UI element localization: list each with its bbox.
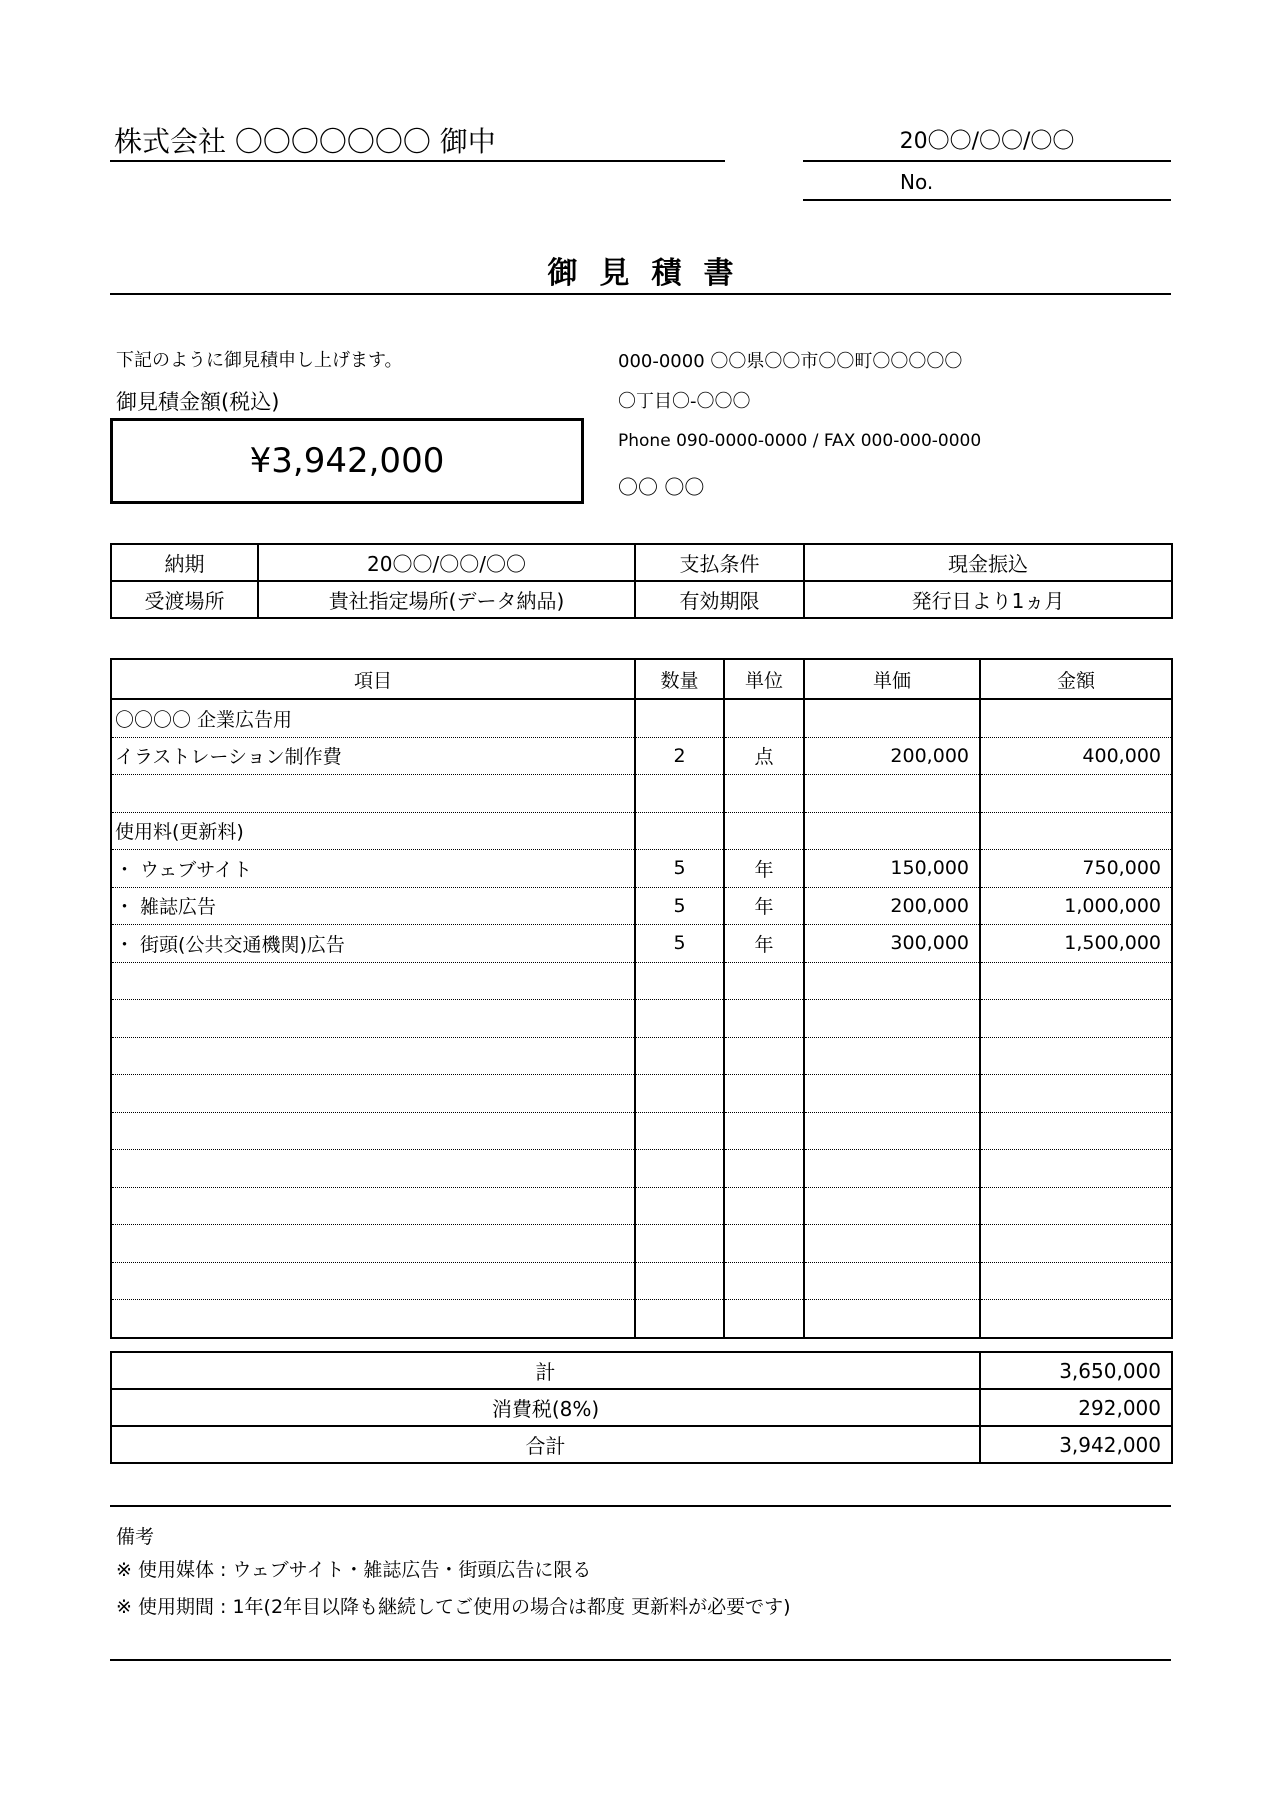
tax-row bbox=[111, 1389, 1172, 1426]
item-unit: 年 bbox=[724, 925, 804, 963]
item-unit: 年 bbox=[724, 887, 804, 925]
table-row bbox=[111, 1150, 1172, 1188]
item-amount bbox=[980, 1075, 1172, 1113]
issuer-address-line2: 〇丁目〇-〇〇〇 bbox=[618, 391, 751, 412]
issuer-person: 〇〇 〇〇 bbox=[618, 475, 705, 499]
item-name: ・ 街頭(公共交通機関)広告 bbox=[111, 925, 635, 963]
table-row bbox=[111, 775, 1172, 813]
header-unit-price: 単価 bbox=[804, 659, 980, 699]
client-name: 株式会社 〇〇〇〇〇〇〇 御中 bbox=[114, 125, 496, 158]
amount-value: ¥3,942,000 bbox=[249, 441, 445, 481]
note-line-2: ※ 使用期間 : 1年(2年目以降も継続してご使用の場合は都度 更新料が必要です) bbox=[116, 1596, 791, 1618]
table-row bbox=[111, 887, 1172, 925]
table-row bbox=[111, 925, 1172, 963]
item-amount bbox=[980, 1187, 1172, 1225]
header-amount: 金額 bbox=[980, 659, 1172, 699]
subtotal-label: 計 bbox=[111, 1352, 980, 1389]
item-amount bbox=[980, 812, 1172, 850]
item-unit bbox=[724, 1300, 804, 1338]
item-quantity bbox=[635, 1075, 724, 1113]
item-amount bbox=[980, 1112, 1172, 1150]
item-unit bbox=[724, 1262, 804, 1300]
item-quantity bbox=[635, 1150, 724, 1188]
item-quantity bbox=[635, 1187, 724, 1225]
item-unit-price bbox=[804, 1000, 980, 1038]
item-amount bbox=[980, 1150, 1172, 1188]
item-quantity: 5 bbox=[635, 850, 724, 888]
header-quantity: 数量 bbox=[635, 659, 724, 699]
payment-value: 現金振込 bbox=[804, 544, 1172, 581]
item-name bbox=[111, 1300, 635, 1338]
item-unit bbox=[724, 1225, 804, 1263]
issuer-phone-fax: Phone 090-0000-0000 / FAX 000-000-0000 bbox=[618, 431, 982, 451]
item-unit bbox=[724, 1075, 804, 1113]
item-unit-price: 150,000 bbox=[804, 850, 980, 888]
table-row bbox=[111, 1075, 1172, 1113]
table-row bbox=[111, 850, 1172, 888]
item-quantity: 2 bbox=[635, 737, 724, 775]
item-name bbox=[111, 1262, 635, 1300]
item-name: 〇〇〇〇 企業広告用 bbox=[111, 699, 635, 737]
item-unit-price bbox=[804, 1300, 980, 1338]
item-unit-price bbox=[804, 699, 980, 737]
table-row bbox=[111, 1300, 1172, 1338]
table-row bbox=[111, 962, 1172, 1000]
item-unit bbox=[724, 1112, 804, 1150]
item-amount bbox=[980, 1225, 1172, 1263]
item-amount: 400,000 bbox=[980, 737, 1172, 775]
item-name bbox=[111, 1000, 635, 1038]
table-row bbox=[111, 1037, 1172, 1075]
item-unit-price: 200,000 bbox=[804, 887, 980, 925]
item-unit-price bbox=[804, 1037, 980, 1075]
title-underline bbox=[110, 293, 1171, 295]
item-quantity: 5 bbox=[635, 887, 724, 925]
amount-label: 御見積金額(税込) bbox=[116, 390, 280, 414]
item-quantity bbox=[635, 1300, 724, 1338]
item-unit bbox=[724, 962, 804, 1000]
item-unit-price bbox=[804, 962, 980, 1000]
item-name bbox=[111, 1112, 635, 1150]
item-amount bbox=[980, 1000, 1172, 1038]
note-line-1: ※ 使用媒体 : ウェブサイト・雑誌広告・街頭広告に限る bbox=[116, 1559, 592, 1581]
place-value: 貴社指定場所(データ納品) bbox=[258, 581, 635, 618]
subtotal-value: 3,650,000 bbox=[980, 1352, 1172, 1389]
item-unit-price bbox=[804, 775, 980, 813]
item-quantity bbox=[635, 775, 724, 813]
tax-value: 292,000 bbox=[980, 1389, 1172, 1426]
total-value: 3,942,000 bbox=[980, 1426, 1172, 1463]
client-underline bbox=[110, 160, 725, 162]
item-quantity bbox=[635, 1037, 724, 1075]
item-name bbox=[111, 1075, 635, 1113]
item-unit bbox=[724, 1000, 804, 1038]
item-unit bbox=[724, 812, 804, 850]
item-name bbox=[111, 1037, 635, 1075]
date-underline bbox=[803, 160, 1171, 162]
items-header-row bbox=[111, 659, 1172, 699]
table-row bbox=[111, 812, 1172, 850]
table-row bbox=[111, 1000, 1172, 1038]
items-table bbox=[110, 658, 1173, 1339]
delivery-label: 納期 bbox=[111, 544, 258, 581]
item-amount: 750,000 bbox=[980, 850, 1172, 888]
item-name bbox=[111, 1150, 635, 1188]
item-unit-price bbox=[804, 1225, 980, 1263]
item-name bbox=[111, 962, 635, 1000]
total-label: 合計 bbox=[111, 1426, 980, 1463]
terms-row bbox=[111, 544, 1172, 581]
table-row bbox=[111, 1187, 1172, 1225]
notes-bottom-rule bbox=[110, 1659, 1171, 1661]
issue-date: 20〇〇/〇〇/〇〇 bbox=[899, 129, 1075, 154]
item-amount bbox=[980, 1037, 1172, 1075]
table-row bbox=[111, 1112, 1172, 1150]
item-name bbox=[111, 1187, 635, 1225]
total-row bbox=[111, 1426, 1172, 1463]
item-amount bbox=[980, 1300, 1172, 1338]
header-item: 項目 bbox=[111, 659, 635, 699]
payment-label: 支払条件 bbox=[635, 544, 804, 581]
table-row bbox=[111, 1225, 1172, 1263]
validity-value: 発行日より1ヵ月 bbox=[804, 581, 1172, 618]
totals-table bbox=[110, 1351, 1173, 1464]
item-unit-price: 300,000 bbox=[804, 925, 980, 963]
item-unit-price bbox=[804, 1075, 980, 1113]
table-row bbox=[111, 699, 1172, 737]
validity-label: 有効期限 bbox=[635, 581, 804, 618]
item-unit bbox=[724, 1037, 804, 1075]
item-amount bbox=[980, 775, 1172, 813]
notes-heading: 備考 bbox=[116, 1526, 155, 1548]
terms-row bbox=[111, 581, 1172, 618]
item-quantity bbox=[635, 699, 724, 737]
item-unit bbox=[724, 1150, 804, 1188]
item-name bbox=[111, 1225, 635, 1263]
item-amount bbox=[980, 962, 1172, 1000]
item-name: ・ ウェブサイト bbox=[111, 850, 635, 888]
table-row bbox=[111, 737, 1172, 775]
item-amount bbox=[980, 1262, 1172, 1300]
item-quantity: 5 bbox=[635, 925, 724, 963]
item-quantity bbox=[635, 1225, 724, 1263]
header-unit: 単位 bbox=[724, 659, 804, 699]
item-quantity bbox=[635, 1000, 724, 1038]
item-unit-price bbox=[804, 1112, 980, 1150]
place-label: 受渡場所 bbox=[111, 581, 258, 618]
notes-top-rule bbox=[110, 1505, 1171, 1507]
item-unit-price bbox=[804, 812, 980, 850]
number-underline bbox=[803, 199, 1171, 201]
amount-box bbox=[110, 418, 584, 504]
subtotal-row bbox=[111, 1352, 1172, 1389]
document-title: 御見積書 bbox=[547, 256, 756, 291]
item-quantity bbox=[635, 962, 724, 1000]
item-unit: 年 bbox=[724, 850, 804, 888]
item-quantity bbox=[635, 812, 724, 850]
item-unit bbox=[724, 775, 804, 813]
document-number-label: No. bbox=[900, 170, 934, 194]
item-unit-price bbox=[804, 1262, 980, 1300]
item-name: ・ 雑誌広告 bbox=[111, 887, 635, 925]
item-amount bbox=[980, 699, 1172, 737]
item-name: 使用料(更新料) bbox=[111, 812, 635, 850]
delivery-value: 20〇〇/〇〇/〇〇 bbox=[258, 544, 635, 581]
intro-text: 下記のように御見積申し上げます。 bbox=[116, 350, 403, 371]
item-amount: 1,500,000 bbox=[980, 925, 1172, 963]
item-unit-price: 200,000 bbox=[804, 737, 980, 775]
item-unit: 点 bbox=[724, 737, 804, 775]
item-quantity bbox=[635, 1112, 724, 1150]
item-unit-price bbox=[804, 1187, 980, 1225]
item-unit-price bbox=[804, 1150, 980, 1188]
table-row bbox=[111, 1262, 1172, 1300]
item-name bbox=[111, 775, 635, 813]
item-unit bbox=[724, 1187, 804, 1225]
item-quantity bbox=[635, 1262, 724, 1300]
terms-table bbox=[110, 543, 1173, 619]
item-name: イラストレーション制作費 bbox=[111, 737, 635, 775]
item-amount: 1,000,000 bbox=[980, 887, 1172, 925]
issuer-address-line1: 000-0000 〇〇県〇〇市〇〇町〇〇〇〇〇 bbox=[618, 351, 963, 372]
item-unit bbox=[724, 699, 804, 737]
tax-label: 消費税(8%) bbox=[111, 1389, 980, 1426]
